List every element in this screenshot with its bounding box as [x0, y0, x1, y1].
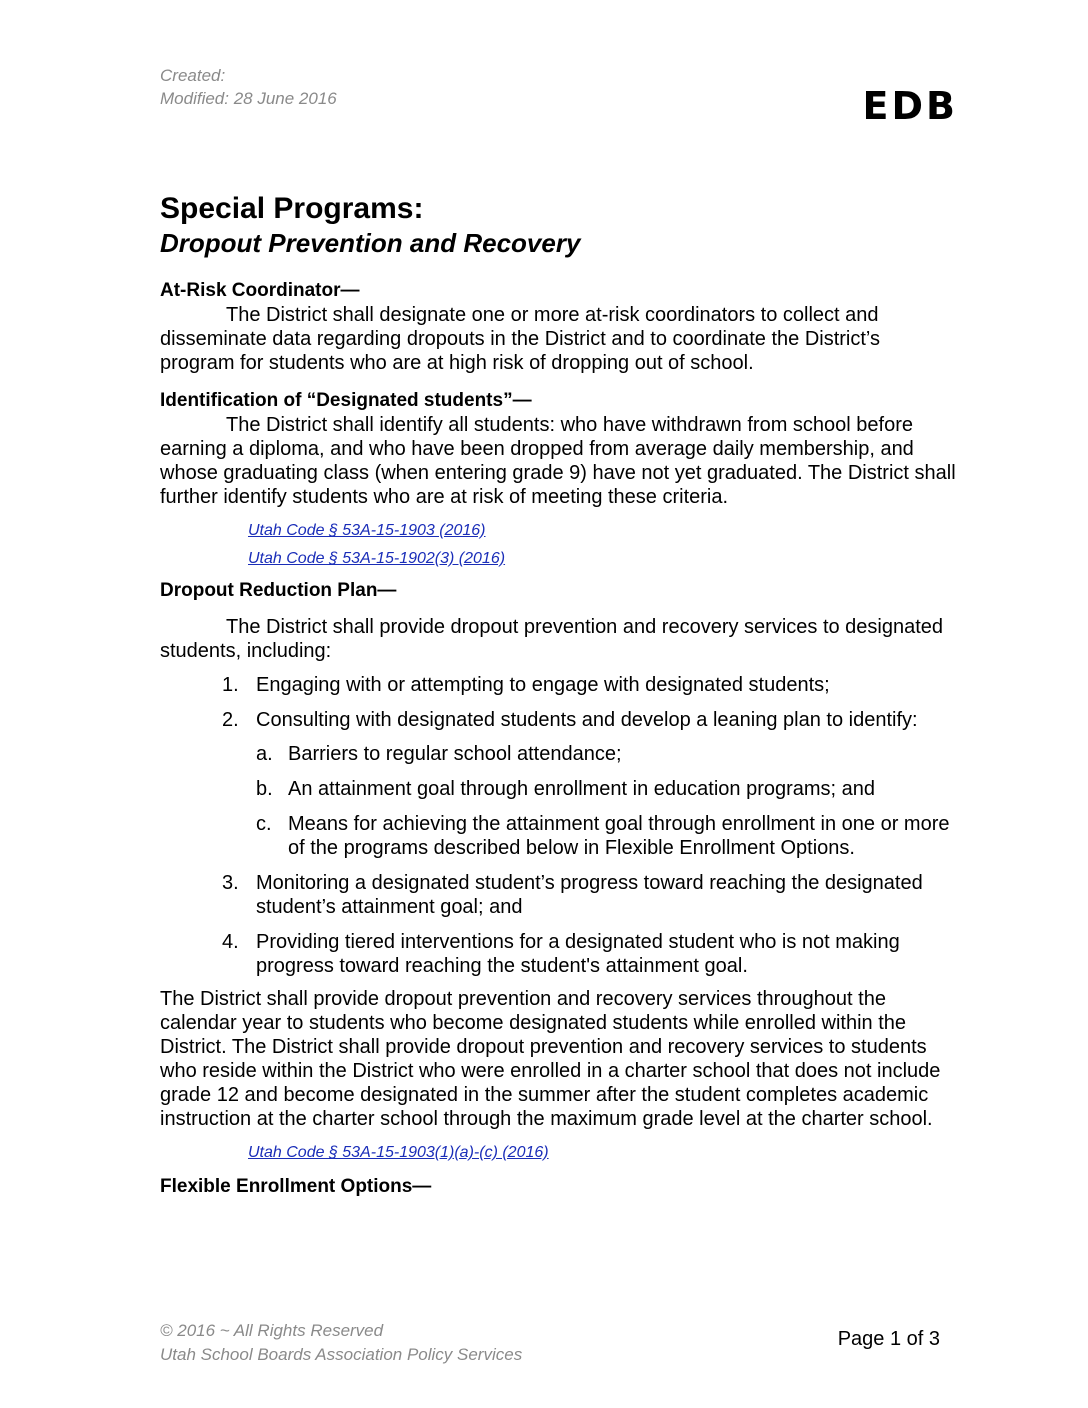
section-heading: At-Risk Coordinator—: [160, 280, 360, 301]
section-reduction-plan: [160, 579, 960, 1163]
legal-reference-link[interactable]: Utah Code § 53A-15-1902(3) (2016): [248, 550, 506, 567]
list-number: 3.: [222, 872, 239, 894]
list-item: [160, 708, 960, 860]
sub-list-text: Means for achieving the attainment goal through enrollment in one or more of the programs described below in Flexible Enrollment Options.: [288, 813, 950, 859]
list-item: [160, 673, 960, 697]
modified-date: Modified: 28 June 2016: [160, 89, 337, 108]
section-closing: The District shall provide dropout prevention and recovery services throughout the calendar year to students who become designated students while enrolled within the District. The District shall provide dropout prevention and recovery services to students who reside within the District who were enrolled in a charter school that does not include grade 12 and become designated in the summer after the student completes academic instruction at the charter school through the maximum grade level at the charter school.: [160, 988, 941, 1130]
legal-reference-link[interactable]: Utah Code § 53A-15-1903 (2016): [248, 522, 486, 539]
policy-code: EDB: [862, 84, 958, 128]
sub-list-letter: c.: [256, 813, 272, 835]
section-heading: Dropout Reduction Plan—: [160, 580, 397, 601]
section-intro: The District shall provide dropout prevention and recovery services to designated students, including:: [160, 616, 944, 662]
list-text: Providing tiered interventions for a designated student who is not making progress toward reaching the student's attainment goal.: [256, 931, 900, 977]
sub-list-item: [256, 812, 960, 860]
legal-reference-link[interactable]: Utah Code § 53A-15-1903(1)(a)-(c) (2016): [248, 1144, 549, 1161]
page-number: Page 1 of 3: [837, 1328, 940, 1350]
page-title: Special Programs:: [160, 192, 424, 225]
created-label: Created:: [160, 66, 226, 85]
sub-list: [256, 742, 960, 860]
plan-list: [160, 673, 960, 978]
list-text: Engaging with or attempting to engage with designated students;: [256, 674, 830, 696]
list-number: 1.: [222, 674, 239, 696]
list-text: Consulting with designated students and develop a leaning plan to identify:: [256, 709, 918, 731]
section-heading: Identification of “Designated students”—: [160, 390, 532, 411]
list-number: 4.: [222, 931, 239, 953]
sub-list-item: [256, 742, 960, 766]
footer-credits: [160, 1319, 522, 1367]
list-item: [160, 930, 960, 978]
section-identification: [160, 389, 960, 569]
section-at-risk: [160, 279, 960, 375]
sub-list-text: Barriers to regular school attendance;: [288, 743, 622, 765]
copyright-text: © 2016 ~ All Rights Reserved: [160, 1321, 384, 1340]
section-body: The District shall designate one or more at-risk coordinators to collect and disseminate data regarding dropouts in the District and to coordinate the District’s program for students who are at high risk of dropping out of school.: [160, 304, 881, 374]
sub-list-item: [256, 777, 960, 801]
document-meta: [160, 64, 337, 110]
publisher-text: Utah School Boards Association Policy Services: [160, 1345, 523, 1364]
page-subtitle: Dropout Prevention and Recovery: [160, 228, 581, 258]
document-body: [160, 192, 960, 1199]
list-number: 2.: [222, 709, 239, 731]
sub-list-letter: a.: [256, 743, 273, 765]
sub-list-letter: b.: [256, 778, 273, 800]
section-heading: Flexible Enrollment Options—: [160, 1176, 432, 1197]
section-flexible-enrollment: [160, 1175, 960, 1199]
list-item: [160, 871, 960, 919]
list-text: Monitoring a designated student’s progress toward reaching the designated student’s attainment goal; and: [256, 872, 923, 918]
sub-list-text: An attainment goal through enrollment in education programs; and: [288, 778, 876, 800]
section-body: The District shall identify all students: who have withdrawn from school before earning a diploma, and who have been dropped from average daily membership, and whose graduating class (when entering grade 9) have not yet graduated. The District shall further identify students who are at risk of meeting these criteria.: [160, 414, 956, 508]
